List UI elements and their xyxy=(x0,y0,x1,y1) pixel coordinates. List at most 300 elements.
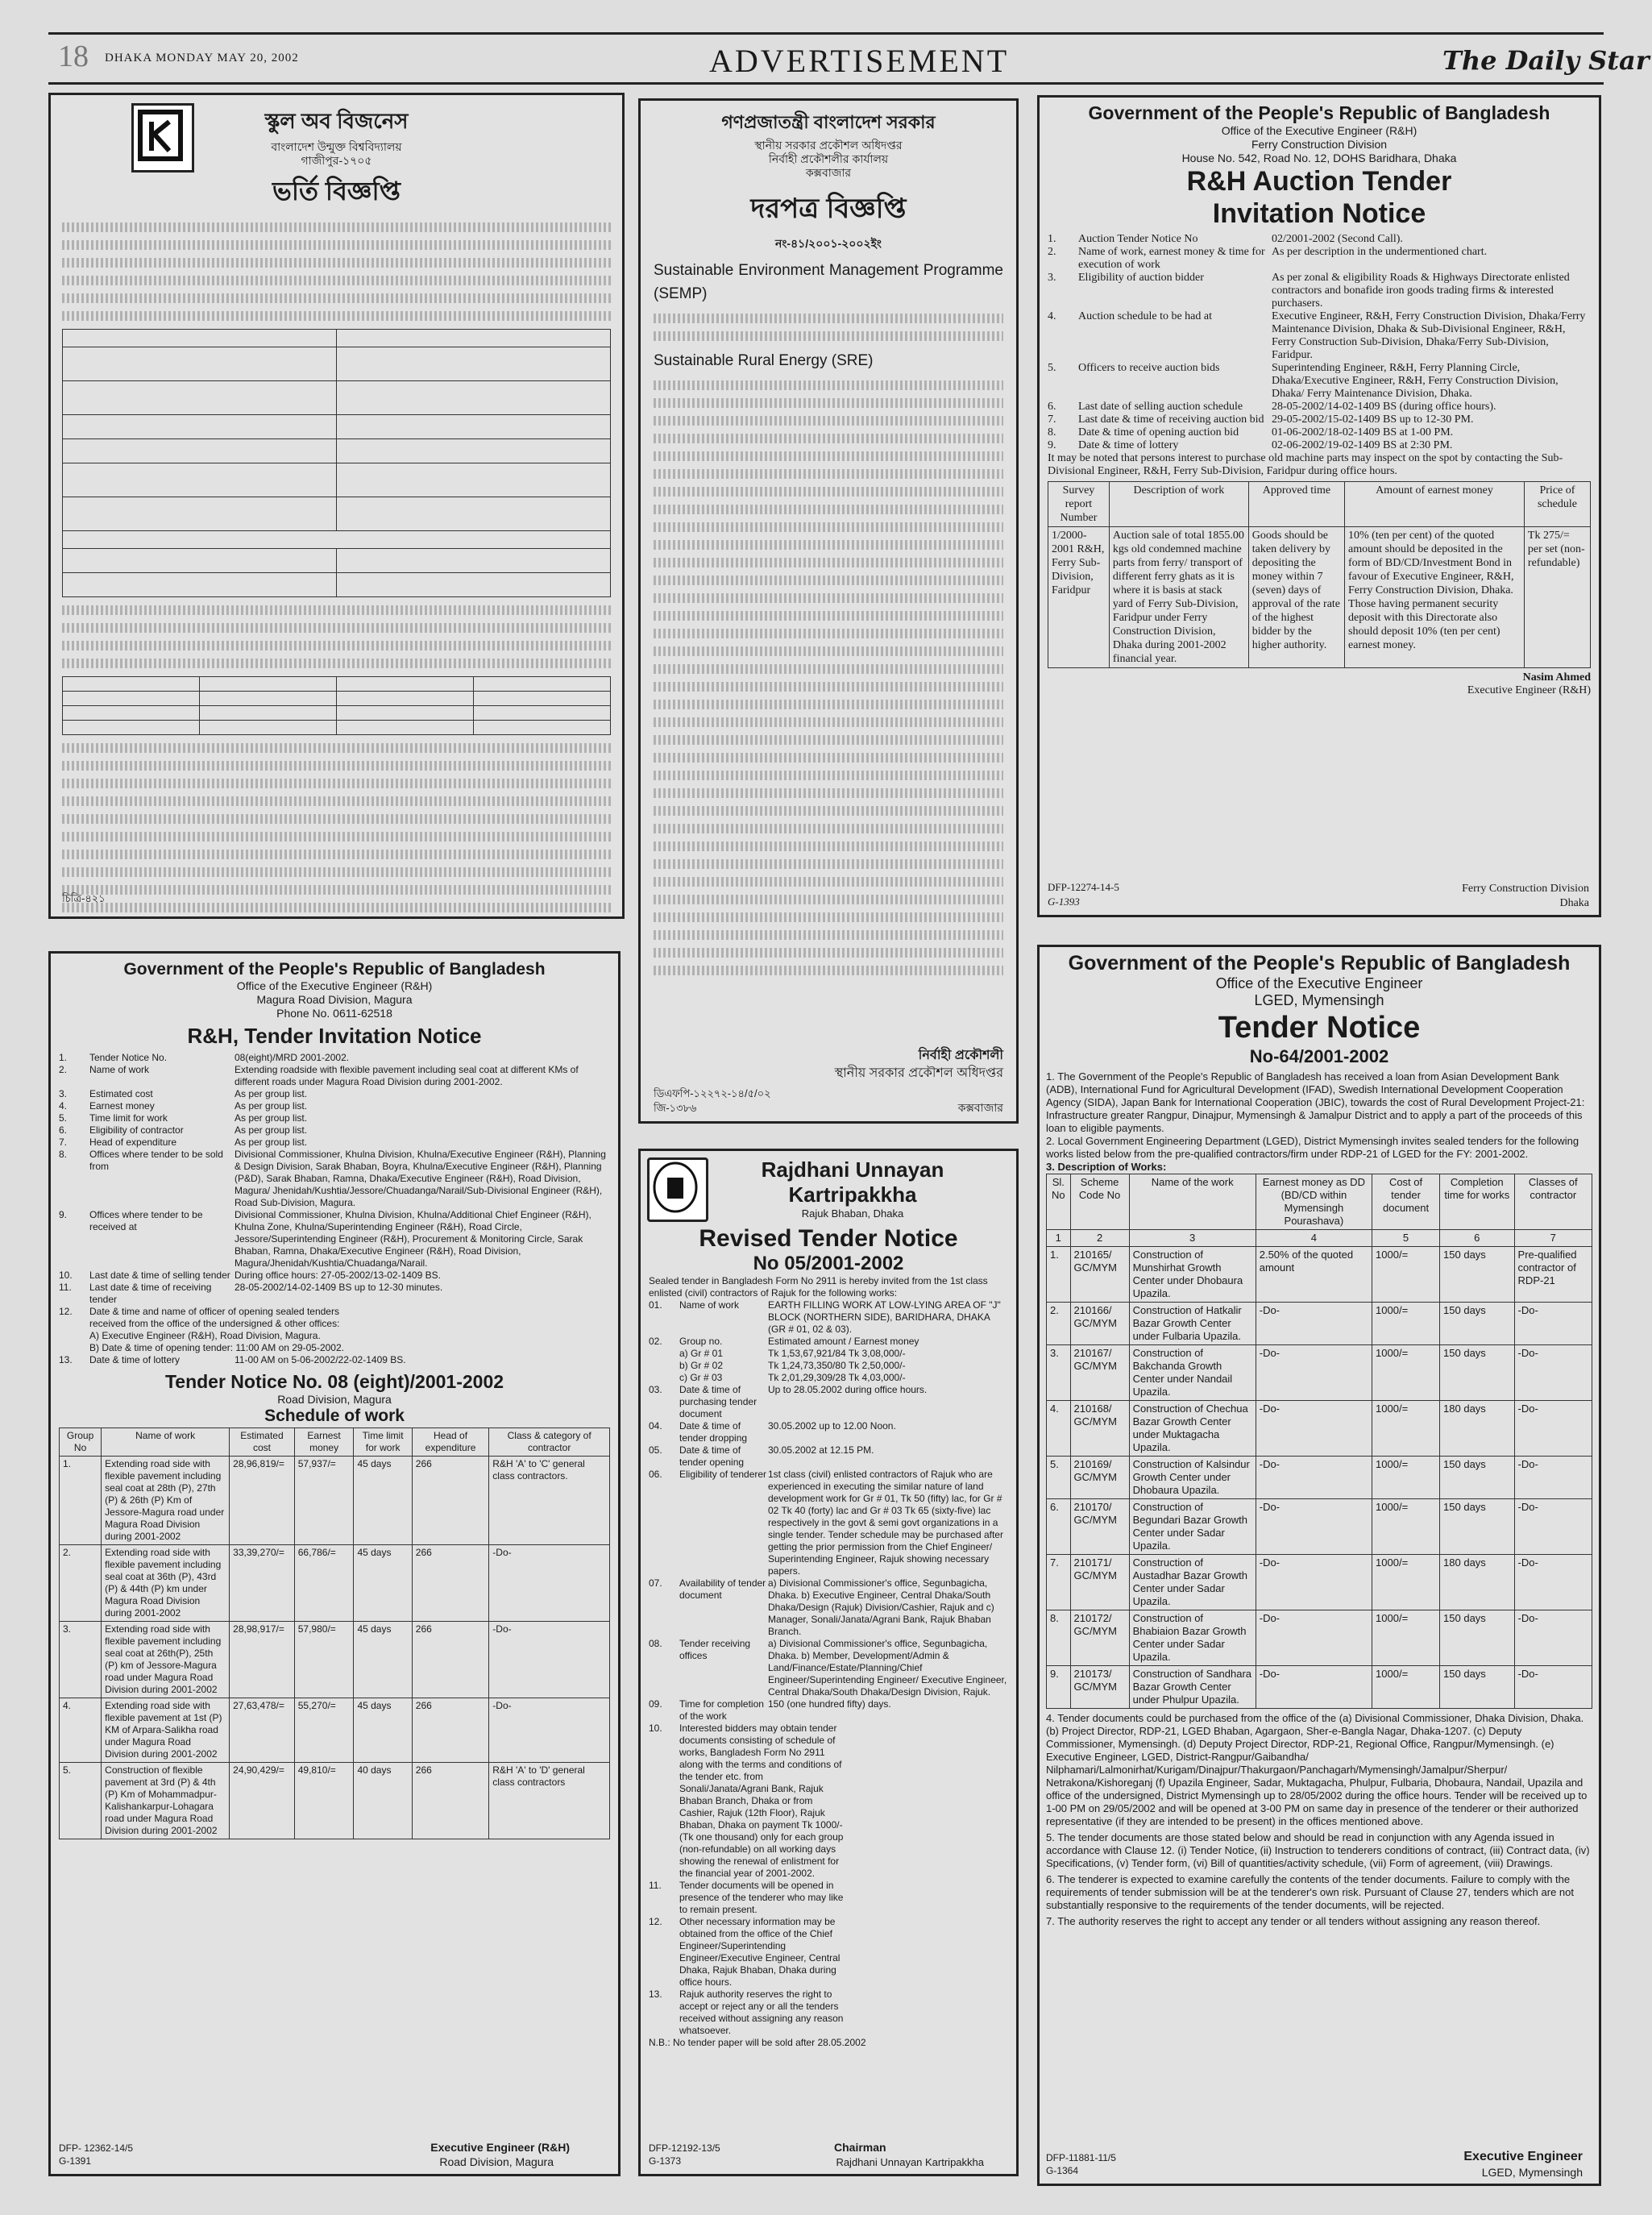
auction-items-list xyxy=(1048,233,1591,452)
magura-tender-ad xyxy=(48,951,621,2176)
table-header-cell: Name of work xyxy=(102,1428,230,1457)
table-header-cell: Sl. No xyxy=(1047,1174,1071,1230)
item-number: 1. xyxy=(1048,233,1056,245)
list-item xyxy=(1048,439,1591,452)
item-number: 8. xyxy=(59,1149,68,1160)
item-key: Eligibility of auction bidder xyxy=(1078,272,1204,284)
item-number: 08. xyxy=(649,1638,662,1649)
item-number: 9. xyxy=(1048,439,1056,451)
item-key: Tender receiving offices xyxy=(679,1638,751,1661)
item-number: 5. xyxy=(1048,362,1056,374)
item-value: As per group list. xyxy=(235,1100,308,1112)
item-key: Tender Notice No. xyxy=(89,1052,168,1063)
table-cell: 210171/ GC/MYM xyxy=(1070,1555,1129,1610)
item-number: 4. xyxy=(59,1100,68,1112)
dateline: DHAKA MONDAY MAY 20, 2002 xyxy=(105,52,299,64)
item-value: EARTH FILLING WORK AT LOW-LYING AREA OF "J" BLOCK (NORTHERN SIDE), BARIDHARA, DHAKA (GR # 01, 02 & 03). xyxy=(768,1299,1001,1335)
list-item xyxy=(59,1354,610,1366)
item-value: Tk 2,01,29,309/28 Tk 4,03,000/- xyxy=(768,1372,906,1383)
list-item xyxy=(1048,362,1591,401)
table-cell: R&H 'A' to 'D' general class contractors xyxy=(489,1763,610,1839)
item-key: Estimated cost xyxy=(89,1088,153,1099)
item-key: Offices where tender to be sold from xyxy=(89,1149,223,1172)
table-cell: 210169/ GC/MYM xyxy=(1070,1457,1129,1499)
list-item xyxy=(59,1100,610,1112)
school-body-text xyxy=(62,222,611,321)
item-number: 03. xyxy=(649,1384,662,1395)
table-cell: 49,810/= xyxy=(294,1763,354,1839)
table-cell: 150 days xyxy=(1440,1499,1515,1555)
list-item xyxy=(649,1372,1008,1384)
table-cell: 266 xyxy=(412,1698,489,1763)
item-value: Tk 1,53,67,921/84 Tk 3,08,000/- xyxy=(768,1348,906,1359)
item-key: Earnest money xyxy=(89,1100,155,1112)
table-cell: Construction of Kalsindur Growth Center under Dhobaura Upazila. xyxy=(1129,1457,1256,1499)
table-cell: 150 days xyxy=(1440,1345,1515,1401)
school-of-business-ad xyxy=(48,93,625,919)
item-number: 9. xyxy=(59,1209,68,1220)
table-cell: 1000/= xyxy=(1372,1401,1440,1457)
item-key: A) Executive Engineer (R&H), Road Division, Magura. xyxy=(89,1330,321,1341)
auction-office-3: House No. 542, Road No. 12, DOHS Baridhara, Dhaka xyxy=(1181,152,1457,164)
item-number: 02. xyxy=(649,1336,662,1347)
lged-works-table xyxy=(1046,1174,1592,1709)
bn-office-2: নির্বাহী প্রকৌশলীর কার্যালয় xyxy=(768,152,889,165)
item-key: Name of work xyxy=(679,1299,740,1311)
item-number: 05. xyxy=(649,1444,662,1456)
item-value: Estimated amount / Earnest money xyxy=(768,1336,919,1347)
table-header-cell: Approved time xyxy=(1248,482,1344,527)
auction-dfp: DFP-12274-14-5 xyxy=(1048,881,1119,893)
item-value: As per description in the undermentioned chart. xyxy=(1272,246,1488,258)
item-number: 3. xyxy=(1048,272,1056,284)
item-value: Divisional Commissioner, Khulna Division, Khulna/Executive Engineer (R&H), Planning & Design Division, Sarak Bhaban, Boyra, Khulna/Executive Engineer (R&H), Planning (P&D), Sarak Bhaban, Ramna, Dhaka/Executive Engineer (R&H), Road Division, Magura/ Jhenidah/Kushtia/Jessore/Chuadanga/Narail/Sub-Divisional Engineer (R&H), Road Sub-Division, Magura. xyxy=(235,1149,606,1208)
item-number: 04. xyxy=(649,1420,662,1432)
lged-sign-2: LGED, Mymensingh xyxy=(1481,2166,1583,2179)
table-cell: 1000/= xyxy=(1372,1303,1440,1345)
table-cell: 7. xyxy=(1047,1555,1071,1610)
table-cell: 1. xyxy=(60,1457,102,1545)
table-cell: -Do- xyxy=(1256,1457,1372,1499)
list-item xyxy=(59,1137,610,1149)
table-cell: 57,980/= xyxy=(294,1622,354,1698)
table-cell: Extending road side with flexible pavement including seal coat at 26th(P), 25th (P) km of Jessore-Magura road under Magura Road Division during 2001-2002 xyxy=(102,1622,230,1698)
item-key: Group no. xyxy=(679,1336,723,1347)
table-col-number: 1 xyxy=(1047,1230,1071,1247)
item-number: 13. xyxy=(649,1989,662,2000)
rajuk-nb: N.B.: No tender paper will be sold after 28.05.2002 xyxy=(649,2037,866,2048)
item-key: Time limit for work xyxy=(89,1112,168,1124)
table-cell: Tk 275/= per set (non-refundable) xyxy=(1524,527,1590,668)
table-cell: 10% (ten per cent) of the quoted amount should be deposited in the form of BD/CD/Investment Bond in favour of Executive Engineer, R&H, Ferry Construction Division, Dhaka. Those having permanent security deposit with this Directorate also should deposit 10% (ten per cent) earnest money. xyxy=(1345,527,1525,668)
table-cell: 2. xyxy=(1047,1303,1071,1345)
table-cell: Extending road side with flexible pavement at 1st (P) KM of Arpara-Salikha road under Magura Road Division during 2001-2002 xyxy=(102,1698,230,1763)
list-item xyxy=(649,1420,1008,1444)
table-cell: 150 days xyxy=(1440,1666,1515,1709)
auction-note: It may be noted that persons interest to purchase old machine parts may inspect on the spot by contacting the Sub-Divisional Engineer, R&H, Ferry Sub-Division, Faridpur during office hours. xyxy=(1048,452,1563,477)
bn-notice-no: নং-৪১/২০০১-২০০২ইং xyxy=(775,237,882,250)
page-number: 18 xyxy=(58,39,89,73)
item-value: As per group list. xyxy=(235,1088,308,1099)
table-cell: 66,786/= xyxy=(294,1545,354,1622)
list-item xyxy=(59,1306,610,1330)
item-value: 08(eight)/MRD 2001-2002. xyxy=(235,1052,350,1063)
magura-gno: G-1391 xyxy=(59,2155,92,2167)
item-number: 13. xyxy=(59,1354,73,1365)
item-number: 7. xyxy=(1048,413,1056,426)
table-header-cell: Time limit for work xyxy=(354,1428,412,1457)
item-value: Executive Engineer, R&H, Ferry Construction Division, Dhaka/Ferry Maintenance Division, Dhaka & Sub-Divisional Engineer, R&H, Ferry Construction Sub-Division, Dhaka/Ferry Sub-Division, Faridpur. xyxy=(1272,310,1586,361)
table-cell: 5. xyxy=(1047,1457,1071,1499)
magura-office-2: Magura Road Division, Magura xyxy=(256,993,413,1006)
bn-gov-title: গণপ্রজাতন্ত্রী বাংলাদেশ সরকার xyxy=(721,112,936,132)
school-eligibility-text xyxy=(62,605,611,668)
bn-dfp: ডিএফপি-১২২৭২-১৪/৫/০২ xyxy=(654,1087,771,1099)
item-value xyxy=(350,1342,610,1354)
magura-office-1: Office of the Executive Engineer (R&H) xyxy=(236,979,433,992)
table-cell: 266 xyxy=(412,1763,489,1839)
table-col-number: 3 xyxy=(1129,1230,1256,1247)
auction-sign-place: Dhaka xyxy=(1559,897,1589,909)
table-header-cell: Earnest money as DD (BD/CD within Mymensingh Pourashava) xyxy=(1256,1174,1372,1230)
item-value: Divisional Commissioner, Khulna Division, Khulna/Additional Chief Engineer (R&H), Khulna Zone, Khulna/Superintending Engineer (R&H), Road Circle, Jessore/Superintending Engineer (R&H), Procurement & Monitoring Circle, Sarak Bhaban, Ramna, Dhaka/Executive Engineer (R&H), Road Division, Magura/Jhenidah/Kushtia/Chuadanga/Narail. xyxy=(235,1209,591,1269)
bn-heading: দরপত্র বিজ্ঞপ্তি xyxy=(750,193,907,224)
lged-gno: G-1364 xyxy=(1046,2165,1079,2176)
table-cell: -Do- xyxy=(1256,1555,1372,1610)
list-item xyxy=(1048,246,1591,272)
list-item xyxy=(59,1064,610,1088)
table-cell: 40 days xyxy=(354,1763,412,1839)
list-item xyxy=(59,1342,610,1354)
magura-subtitle-2: Road Division, Magura xyxy=(277,1393,392,1406)
table-row xyxy=(1047,1555,1592,1610)
rajuk-tender-ad xyxy=(638,1149,1019,2176)
school-dates-text xyxy=(62,743,611,912)
table-col-number: 6 xyxy=(1440,1230,1515,1247)
table-header-cell: Description of work xyxy=(1109,482,1248,527)
item-value xyxy=(844,1916,1008,1989)
item-value xyxy=(350,1330,610,1342)
table-header-cell: Price of schedule xyxy=(1524,482,1590,527)
table-header-cell: Classes of contractor xyxy=(1514,1174,1592,1230)
item-key: B) Date & time of opening tender: 11:00 AM on 29-05-2002. xyxy=(89,1342,344,1353)
item-key: Eligibility of tenderer xyxy=(679,1469,767,1480)
table-header-cell: Cost of tender document xyxy=(1372,1174,1440,1230)
table-cell: 210173/ GC/MYM xyxy=(1070,1666,1129,1709)
table-cell: Extending road side with flexible pavement including seal coat at 28th (P), 27th (P) & 26th (P) Km of Jessore-Magura road under Magura Road Division during 2001-2002 xyxy=(102,1457,230,1545)
item-value: 150 (one hundred fifty) days. xyxy=(768,1698,891,1710)
bn-office-3: কক্সবাজার xyxy=(805,166,852,179)
item-key: Officers to receive auction bids xyxy=(1078,362,1220,374)
item-number: 06. xyxy=(649,1469,662,1480)
table-row xyxy=(1047,1610,1592,1666)
item-number: 8. xyxy=(1048,426,1056,438)
item-key: Eligibility of contractor xyxy=(89,1124,184,1136)
table-header-cell: Survey report Number xyxy=(1048,482,1110,527)
list-item xyxy=(649,1348,1008,1360)
item-key: Date & time of lottery xyxy=(89,1354,181,1365)
table-cell: 33,39,270/= xyxy=(230,1545,295,1622)
table-col-number: 4 xyxy=(1256,1230,1372,1247)
newspaper-masthead: The Daily Star xyxy=(1442,45,1650,76)
table-cell: -Do- xyxy=(1514,1555,1592,1610)
table-cell: -Do- xyxy=(1514,1401,1592,1457)
table-header-cell: Head of expenditure xyxy=(412,1428,489,1457)
table-cell: 210165/ GC/MYM xyxy=(1070,1247,1129,1303)
magura-sign-1: Executive Engineer (R&H) xyxy=(430,2141,570,2154)
item-value xyxy=(844,1723,1008,1880)
table-col-number: 7 xyxy=(1514,1230,1592,1247)
magura-gov-title: Government of the People's Republic of Bangladesh xyxy=(123,960,546,979)
list-item xyxy=(59,1149,610,1209)
item-value: 1st class (civil) enlisted contractors of Rajuk who are experienced in executing the similar nature of land development work for Gr # 01, Tk 50 (fifty) lac, for Gr # 02 Tk 40 (forty) lac and Gr # 03 Tk 65 (sixty-five) lac respectively in the govt & semi govt organizations in a single tender. Tender schedule may be purchased after getting the prior permission from the Chief Engineer/ Superintending Engineer, Rajuk showing necessary papers. xyxy=(768,1469,1003,1577)
item-number xyxy=(59,1330,89,1342)
header-top-rule xyxy=(48,32,1604,35)
table-cell: -Do- xyxy=(1514,1666,1592,1709)
list-item xyxy=(649,1444,1008,1469)
rajuk-logo-icon xyxy=(647,1157,708,1222)
lged-para-5: 5. The tender documents are those stated below and should be read in conjunction with any Agenda issued in accordance with Clause 12. (i) Tender Notice, (ii) Instruction to tenderers conditions of contract, (iii) Contract data, (iv) Specifications, (v) Tender form, (vi) Bill of quantities/activity schedule, (vii) Form of agreement, (viii) Drawings. xyxy=(1046,1831,1590,1869)
school-centers-table xyxy=(62,329,611,597)
table-cell: 210167/ GC/MYM xyxy=(1070,1345,1129,1401)
table-cell: 1000/= xyxy=(1372,1610,1440,1666)
table-cell: 45 days xyxy=(354,1545,412,1622)
table-cell: -Do- xyxy=(1256,1666,1372,1709)
table-cell: Auction sale of total 1855.00 kgs old condemned machine parts from ferry/ transport of different ferry ghats as it is where it is basis at stack yard of Ferry Sub-Division, Faridpur under Ferry Construction Division, Dhaka during 2001-2002 financial year. xyxy=(1109,527,1248,668)
item-key: Date & time of tender opening xyxy=(679,1444,745,1468)
list-item xyxy=(59,1052,610,1064)
table-row xyxy=(1047,1303,1592,1345)
item-value: 30.05.2002 at 12.15 PM. xyxy=(768,1444,874,1456)
item-key: Name of work xyxy=(89,1064,150,1075)
auction-sign-name: Nasim Ahmed xyxy=(1522,671,1591,684)
table-header-cell: Amount of earnest money xyxy=(1345,482,1525,527)
list-item xyxy=(649,1577,1008,1638)
table-col-number: 2 xyxy=(1070,1230,1129,1247)
item-key: Offices where tender to be received at xyxy=(89,1209,203,1232)
item-key: Date & time and name of officer of opening sealed tenders received from the office of the undersigned & other offices: xyxy=(89,1306,340,1329)
auction-gov-title: Government of the People's Republic of Bangladesh xyxy=(1088,102,1550,123)
table-cell: -Do- xyxy=(1514,1457,1592,1499)
item-value: Superintending Engineer, R&H, Ferry Planning Circle, Dhaka/Executive Engineer, R&H, Ferry Construction Division, Dhaka/ Ferry Maintenance Division, Dhaka. xyxy=(1272,362,1559,400)
item-number: 6. xyxy=(1048,401,1056,413)
table-cell: -Do- xyxy=(1256,1401,1372,1457)
item-value: 01-06-2002/18-02-1409 BS at 1-00 PM. xyxy=(1272,426,1454,438)
school-heading: ভর্তি বিজ্ঞপ্তি xyxy=(272,177,401,206)
school-address: গাজীপুর-১৭০৫ xyxy=(301,154,372,167)
table-cell: Construction of Austadhar Bazar Growth Center under Sadar Upazila. xyxy=(1129,1555,1256,1610)
item-number: 2. xyxy=(1048,246,1056,258)
list-item xyxy=(1048,401,1591,413)
table-cell: 210170/ GC/MYM xyxy=(1070,1499,1129,1555)
item-value xyxy=(350,1306,610,1330)
item-value: a) Divisional Commissioner's office, Segunbagicha, Dhaka. b) Executive Engineer, Central Dhaka/South Dhaka/Design (Rajuk) Division/Cashier, Rajuk and c) Manager, Sonali/Janata/Agrani Bank, Rajuk Bhaban Branch. xyxy=(768,1577,994,1637)
table-row xyxy=(60,1457,610,1545)
table-cell: 1000/= xyxy=(1372,1666,1440,1709)
table-cell: Construction of Sandhara Bazar Growth Center under Phulpur Upazila. xyxy=(1129,1666,1256,1709)
table-cell: 45 days xyxy=(354,1698,412,1763)
magura-schedule-table xyxy=(59,1427,610,1839)
item-number xyxy=(649,1348,679,1360)
bn-signature xyxy=(835,1047,1003,1083)
list-item xyxy=(649,1916,1008,1989)
item-value: As per group list. xyxy=(235,1137,308,1148)
list-item xyxy=(649,1698,1008,1723)
item-value: a) Divisional Commissioner's office, Segunbagicha, Dhaka. b) Member, Development/Admin & Land/Finance/Estate/Planning/Chief Engineer/Superintending Engineer/ Executive Engineer, Central Dhaka/South Dhaka/Design Division, Rajuk. xyxy=(768,1638,1007,1698)
table-cell: 1000/= xyxy=(1372,1345,1440,1401)
item-value: 30.05.2002 up to 12.00 Noon. xyxy=(768,1420,896,1432)
item-key: Other necessary information may be obtained from the office of the Chief Engineer/Superintending Engineer/Executive Engineer, Central Dhaka, Rajuk Bhaban, Dhaka during office hours. xyxy=(679,1916,841,1988)
rajuk-gno: G-1373 xyxy=(649,2155,682,2167)
table-cell: -Do- xyxy=(1514,1345,1592,1401)
list-item xyxy=(649,1384,1008,1420)
table-cell: 210172/ GC/MYM xyxy=(1070,1610,1129,1666)
table-cell: 3. xyxy=(60,1622,102,1698)
rajuk-intro: Sealed tender in Bangladesh Form No 2911 is hereby invited from the 1st class enlisted (civil) contractors of Rajuk for the following works: xyxy=(649,1275,988,1299)
auction-sign-title-2: Ferry Construction Division xyxy=(1462,883,1589,895)
item-number: 12. xyxy=(649,1916,662,1927)
school-g-number: চিত্রি-৪২১ xyxy=(62,892,106,904)
item-key: Availability of tender document xyxy=(679,1577,766,1601)
table-row xyxy=(1047,1401,1592,1457)
table-cell: Goods should be taken delivery by depositing the money within 7 (seven) days of approval of the rate of the highest bidder by the higher authority. xyxy=(1248,527,1344,668)
list-item xyxy=(59,1124,610,1137)
table-cell: 28,98,917/= xyxy=(230,1622,295,1698)
magura-sign-2: Road Division, Magura xyxy=(439,2155,554,2168)
table-header-cell: Name of the work xyxy=(1129,1174,1256,1230)
table-cell: -Do- xyxy=(1514,1499,1592,1555)
table-cell: 150 days xyxy=(1440,1303,1515,1345)
lged-para-4: 4. Tender documents could be purchased from the office of the (a) Divisional Commissioner, Dhaka Division, Dhaka. (b) Project Director, RDP-21, LGED Bhaban, Agargaon, Sher-e-Bangla Nagar, Dhaka-1207. (c) Deputy Commissioner, Mymensingh. (d) Deputy Project Director, RDP-21, Regional Office, Rangpur/Mymensingh. (e) Executive Engineer, LGED, District-Rangpur/Gaibandha/ Nilphamari/Lalmonirhat/Kurigam/Dinajpur/Thakurgaon/Panchagarh/Mymensingh/Jamalpur/Sherpur/ Netrakona/Kishoreganj (f) Upazila Engineer, Sadar, Muktagacha, Phulpur, Fulbaria, Dhobaura, Nandail, Upazila and office of the undersigned, District Mymensingh up to 28/05/2002 during the office hours. Tender will be received up to 1-00 PM on 29/05/2002 and will be opened at 3-00 PM on same day in presence of the tenderer or their authorized representative (if they are intended to be present) in the offices mentioned above. xyxy=(1046,1712,1588,1827)
table-cell: 3. xyxy=(1047,1345,1071,1401)
rh-auction-ad xyxy=(1037,95,1601,917)
item-key: Head of expenditure xyxy=(89,1137,177,1148)
table-cell: 1000/= xyxy=(1372,1499,1440,1555)
table-cell: Construction of Begundari Bazar Growth Center under Sadar Upazila. xyxy=(1129,1499,1256,1555)
table-header-cell: Scheme Code No xyxy=(1070,1174,1129,1230)
table-cell: 1000/= xyxy=(1372,1247,1440,1303)
list-item xyxy=(59,1282,610,1306)
table-cell: R&H 'A' to 'C' general class contractors. xyxy=(489,1457,610,1545)
bn-gno: জি-১৩৮৬ xyxy=(654,1102,697,1114)
item-value: 11-00 AM on 5-06-2002/22-02-1409 BS. xyxy=(235,1354,406,1365)
school-title: স্কুল অব বিজনেস xyxy=(264,109,409,133)
item-value: During office hours: 27-05-2002/13-02-1409 BS. xyxy=(235,1270,441,1281)
auction-office-1: Office of the Executive Engineer (R&H) xyxy=(1221,124,1417,137)
list-item xyxy=(649,1880,1008,1916)
table-row xyxy=(60,1622,610,1698)
table-cell: -Do- xyxy=(1256,1610,1372,1666)
table-cell: Pre-qualified contractor of RDP-21 xyxy=(1514,1247,1592,1303)
table-cell: Construction of Hatkalir Bazar Growth Center under Fulbaria Upazila. xyxy=(1129,1303,1256,1345)
item-key: Interested bidders may obtain tender documents consisting of schedule of works, Bangladesh Form No 2911 along with the terms and conditions of the tender etc. from Sonali/Janata/Agrani Bank, Rajuk Bhaban Branch, Dhaka or from Cashier, Rajuk (12th Floor), Rajuk Bhaban, Dhaka on payment Tk 1000/- (Tk one thousand) only for each group (non-refundable) on all working days showing the renewal of enlistment for the financial year of 2001-2002. xyxy=(679,1723,844,1879)
table-cell: Construction of flexible pavement at 3rd (P) & 4th (P) Km of Mohammadpur-Kalishankarpur-Lohagara road under Magura Road Division during 2001-2002 xyxy=(102,1763,230,1839)
table-cell: Construction of Munshirhat Growth Center under Dhobaura Upazila. xyxy=(1129,1247,1256,1303)
item-key: Last date & time of receiving tender xyxy=(89,1282,212,1305)
table-header-cell: Completion time for works xyxy=(1440,1174,1515,1230)
lged-para-6: 6. The tenderer is expected to examine carefully the contents of the tender documents. Failure to comply with the requirements of tender submission will be at the tenderer's own risk. Pursuant of Clause 27, tenders which are not substantially responsive to the requirements of the tender documents, will be rejected. xyxy=(1046,1873,1574,1911)
table-cell: 45 days xyxy=(354,1622,412,1698)
auction-gno: G-1393 xyxy=(1048,896,1080,908)
table-cell: -Do- xyxy=(1256,1345,1372,1401)
lged-dfp: DFP-11881-11/5 xyxy=(1046,2152,1116,2163)
item-key: Last date & time of receiving auction bid xyxy=(1078,413,1264,426)
table-row xyxy=(1047,1247,1592,1303)
table-cell: -Do- xyxy=(489,1545,610,1622)
magura-dfp: DFP- 12362-14/5 xyxy=(59,2142,134,2154)
table-cell: 9. xyxy=(1047,1666,1071,1709)
item-key: Date & time of lottery xyxy=(1078,439,1179,451)
list-item xyxy=(59,1330,610,1342)
list-item xyxy=(59,1112,610,1124)
item-number: 11. xyxy=(649,1880,662,1891)
table-cell: 24,90,429/= xyxy=(230,1763,295,1839)
auction-table xyxy=(1048,481,1591,668)
item-number: 10. xyxy=(59,1270,73,1281)
magura-schedule-title: Schedule of work xyxy=(264,1407,405,1425)
lged-title: Tender Notice xyxy=(1218,1011,1421,1045)
list-item xyxy=(1048,413,1591,426)
table-cell: 6. xyxy=(1047,1499,1071,1555)
table-header-cell: Earnest money xyxy=(294,1428,354,1457)
table-cell: 1000/= xyxy=(1372,1555,1440,1610)
item-key: Name of work, earnest money & time for execution of work xyxy=(1078,246,1265,271)
item-number: 07. xyxy=(649,1577,662,1589)
auction-title-2: Invitation Notice xyxy=(1212,198,1426,229)
table-cell: 180 days xyxy=(1440,1401,1515,1457)
table-row xyxy=(1047,1457,1592,1499)
table-cell: 2. xyxy=(60,1545,102,1622)
item-number: 6. xyxy=(59,1124,68,1136)
lged-no: No-64/2001-2002 xyxy=(1249,1046,1389,1066)
auction-sign-title-1: Executive Engineer (R&H) xyxy=(1467,684,1591,696)
item-value xyxy=(844,1989,1008,2037)
auction-title-1: R&H Auction Tender xyxy=(1186,166,1452,197)
list-item xyxy=(649,1638,1008,1698)
list-item xyxy=(649,1360,1008,1372)
lged-office-2: LGED, Mymensingh xyxy=(1254,992,1384,1008)
table-cell: 28,96,819/= xyxy=(230,1457,295,1545)
table-cell: 4. xyxy=(1047,1401,1071,1457)
item-value: As per group list. xyxy=(235,1112,308,1124)
item-number: 7. xyxy=(59,1137,68,1148)
table-row xyxy=(60,1763,610,1839)
table-cell: 210168/ GC/MYM xyxy=(1070,1401,1129,1457)
item-key: Auction Tender Notice No xyxy=(1078,233,1198,245)
item-value: Extending roadside with flexible pavement including seal coat at different KMs of different roads under Magura Road Division during 2001-2002. xyxy=(235,1064,579,1087)
table-cell: Extending road side with flexible pavement including seal coat at 36th (P), 43rd (P) & 44th (P) km under Magura Road Division during 2001-2002 xyxy=(102,1545,230,1622)
table-cell: -Do- xyxy=(489,1698,610,1763)
item-value: 02-06-2002/19-02-1409 BS at 2:30 PM. xyxy=(1272,439,1453,451)
item-key: Last date & time of selling tender xyxy=(89,1270,230,1281)
table-cell: 210166/ GC/MYM xyxy=(1070,1303,1129,1345)
bn-sign-1: নির্বাহী প্রকৌশলী xyxy=(918,1049,1003,1062)
rajuk-name-2: Kartripakkha xyxy=(788,1182,917,1207)
lged-para-2: 2. Local Government Engineering Department (LGED), District Mymensingh invites sealed tenders for the following works listed below from the pre-qualified contractors/firm under RDP-21 of LGED for the FY: 2001-2002. xyxy=(1046,1135,1579,1160)
school-seats-table xyxy=(62,676,611,735)
item-number: 09. xyxy=(649,1698,662,1710)
item-number: 01. xyxy=(649,1299,662,1311)
rajuk-no: No 05/2001-2002 xyxy=(753,1253,904,1274)
table-cell: 5. xyxy=(60,1763,102,1839)
bn-sign-3: কক্সবাজার xyxy=(957,1101,1003,1114)
table-cell: Construction of Bakchanda Growth Center under Nandail Upazila. xyxy=(1129,1345,1256,1401)
lged-tender-ad xyxy=(1037,945,1601,2186)
table-cell: 27,63,478/= xyxy=(230,1698,295,1763)
item-value xyxy=(844,1880,1008,1916)
item-value: 02/2001-2002 (Second Call). xyxy=(1272,233,1403,245)
table-cell: 45 days xyxy=(354,1457,412,1545)
